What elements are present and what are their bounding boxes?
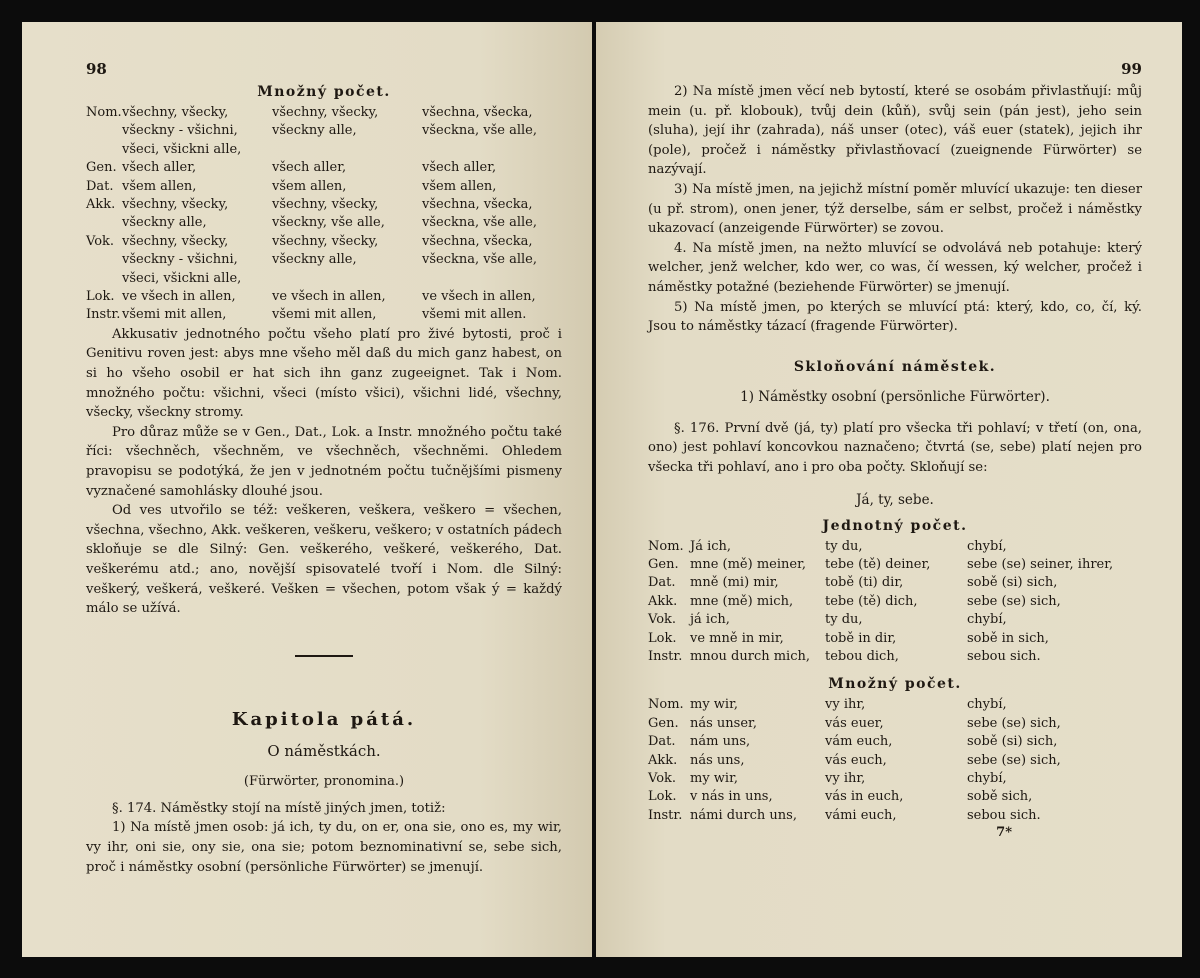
paragraph: §. 174. Náměstky stojí na místě jiných jmen, totiž: (112, 800, 446, 816)
table-row (648, 696, 1142, 714)
chapter-subtitle: O náměstkách. (267, 741, 381, 760)
table-row (86, 306, 562, 324)
left-page (22, 22, 592, 957)
form-cell: všechny, všecky, (272, 105, 379, 120)
case-label: Gen. (648, 715, 679, 731)
form-cell: my wir, (690, 770, 739, 786)
form-cell: všechna, všecka, (422, 197, 533, 213)
case-label (86, 270, 122, 288)
form-cell: všechny, všecky, (122, 197, 229, 213)
table-row (86, 159, 562, 177)
form-cell: sobě (si) sich, (967, 575, 1058, 591)
form-cell: všechna, všecka, (422, 233, 533, 249)
form-cell: všech aller, (122, 160, 197, 176)
form-cell: sebe (se) sich, (967, 593, 1061, 609)
case-label: Nom. (648, 538, 684, 554)
form-cell: všeckny alle, (272, 123, 357, 139)
case-label: Lok. (648, 789, 677, 805)
table-row (648, 593, 1142, 611)
paragraph: 2) Na místě jmen věcí neb bytostí, které se osobám přivlastňují: můj mein (u. př. klobouk), tvůj dein (kůň), svůj sein (pán jest), jeho sein (sluha), její ihr (zahrada), náš unser (otec), váš euer (statek), jejich ihr (pole), pročež i náměstky přivlastňovací (zueignende Fürwörter) se nazývají. (648, 84, 1142, 178)
case-label: Instr. (86, 307, 121, 323)
right-page (596, 22, 1182, 957)
form-cell: sobě sich, (967, 789, 1033, 805)
form-cell: sebe (se) sich, (967, 715, 1061, 731)
form-cell: všechna, všecka, (422, 105, 533, 120)
table-row (86, 178, 562, 196)
case-label: Nom. (648, 697, 684, 713)
form-cell: vás euch, (825, 752, 887, 768)
singular-heading: Jednotný počet. (822, 517, 968, 534)
case-label: Instr. (648, 807, 683, 823)
paragraph: §. 176. První dvě (já, ty) platí pro všecka tři pohlaví; v třetí (on, ona, ono) jest pohlaví koncovkou naznačeno; čtvrtá (se, sebe) platí nejen pro všecka tři pohlaví, ano i pro oba počty. Skloňují se: (648, 420, 1142, 475)
table-row (648, 770, 1142, 788)
form-cell: všemi mit allen, (272, 307, 377, 323)
table-row (86, 251, 562, 269)
table-row (648, 538, 1142, 556)
case-label: Akk. (648, 593, 678, 609)
form-cell: všeckny - všichni, (122, 252, 238, 268)
signature-mark: 7* (996, 825, 1012, 841)
form-cell: všem allen, (122, 178, 197, 194)
table-row (86, 122, 562, 140)
declension-table (86, 104, 562, 325)
page-number: 98 (86, 60, 107, 78)
form-cell (422, 141, 562, 159)
form-cell: chybí, (967, 697, 1007, 713)
form-cell: ve všech in allen, (422, 289, 536, 305)
case-label: Akk. (86, 197, 116, 213)
form-cell: vámi euch, (825, 807, 897, 823)
case-label: Lok. (86, 289, 115, 305)
form-cell: mně (mi) mir, (690, 575, 779, 591)
form-cell: vám euch, (825, 734, 893, 750)
plural-heading: Množný počet. (828, 676, 962, 693)
subsection-heading: 1) Náměstky osobní (persönliche Fürwörter). (740, 388, 1050, 405)
form-cell: my wir, (690, 697, 739, 713)
form-cell: všeckna, vše alle, (422, 215, 537, 231)
table-row (86, 214, 562, 232)
form-cell: sebou sich. (967, 807, 1041, 823)
form-cell: sebe (se) seiner, ihrer, (967, 556, 1114, 572)
form-cell: ve mně in mir, (690, 630, 784, 646)
paragraph: 3) Na místě jmen, na jejichž místní poměr mluvící ukazuje: ten dieser (u př. strom), onen jener, týž derselbe, sám er selbst, pročež i náměstky ukazovací (anzeigende Fürwörter) se zovou. (648, 181, 1142, 237)
section-heading: Skloňování náměstek. (793, 358, 997, 375)
table-row (648, 752, 1142, 770)
table-row (86, 270, 562, 288)
form-cell: všeckny alle, (272, 252, 357, 268)
table-row (648, 556, 1142, 574)
form-cell: ve všech in allen, (122, 289, 236, 305)
form-cell: vás euer, (825, 715, 884, 731)
form-cell (272, 270, 422, 288)
paragraph: 5) Na místě jmen, po kterých se mluvící ptá: který, kdo, co, čí, ký. Jsou to náměstky tázací (fragende Fürwörter). (648, 299, 1142, 335)
form-cell: tebe (tě) deiner, (825, 556, 931, 572)
form-cell: já ich, (690, 612, 730, 628)
form-cell: námi durch uns, (690, 807, 797, 823)
case-label: Dat. (648, 575, 676, 591)
case-label: Dat. (86, 178, 114, 194)
form-cell: všech aller, (272, 160, 347, 176)
form-cell: všechny, všecky, (272, 233, 379, 249)
form-cell: chybí, (967, 770, 1007, 786)
table-row (648, 611, 1142, 629)
table-row (86, 104, 562, 122)
form-cell: všem allen, (272, 178, 347, 194)
form-cell: sebe (se) sich, (967, 752, 1061, 768)
case-label: Gen. (86, 160, 117, 176)
form-cell: sobě (si) sich, (967, 734, 1058, 750)
chapter-title: Kapitola pátá. (231, 708, 417, 730)
case-label (86, 214, 122, 232)
table-row (86, 141, 562, 159)
declension-table (648, 696, 1142, 825)
form-cell: všechny, všecky, (272, 197, 379, 213)
form-cell: sobě in sich, (967, 630, 1049, 646)
case-label: Vok. (648, 612, 677, 628)
page-number: 99 (1121, 60, 1142, 78)
table-row (648, 715, 1142, 733)
case-label: Gen. (648, 556, 679, 572)
declension-table (648, 538, 1142, 667)
form-cell: všeckny, vše alle, (272, 215, 385, 231)
form-cell: všeckny - všichni, (122, 123, 238, 139)
form-cell: tebou dich, (825, 648, 899, 664)
form-cell: všeckny alle, (122, 215, 207, 231)
table-row (648, 788, 1142, 806)
form-cell: všechny, všecky, (122, 105, 229, 120)
plural-heading: Množný počet. (257, 84, 391, 100)
table-row (648, 807, 1142, 825)
case-label (86, 122, 122, 140)
form-cell: vy ihr, (825, 770, 866, 786)
table-row (86, 233, 562, 251)
form-cell: Já ich, (690, 538, 732, 554)
form-cell: všeci, všickni alle, (122, 141, 242, 157)
form-cell (272, 141, 422, 159)
paragraph: 4. Na místě jmen, na nežto mluvící se odvolává neb potahuje: který welcher, jenž welcher, kdo wer, co was, čí wessen, ký welcher, pročež i náměstky potažné (beziehende Fürwörter) se jmenují. (648, 240, 1142, 295)
section-divider (295, 655, 353, 657)
case-label: Dat. (648, 734, 676, 750)
form-cell: všem allen, (422, 178, 497, 194)
form-cell: tobě in dir, (825, 630, 897, 646)
case-label: Vok. (86, 233, 115, 249)
form-cell: všeckna, vše alle, (422, 123, 537, 139)
form-cell: nás unser, (690, 715, 757, 731)
form-cell: sebou sich. (967, 648, 1041, 664)
form-cell: tobě (ti) dir, (825, 575, 904, 591)
paragraph: Od ves utvořilo se též: veškeren, veškera, veškero = všechen, všechna, všechno, Akk. veškeren, veškeru, veškero; v ostatních pádech skloňuje se dle Silný: Gen. veškerého, veškeré, veškerého, Dat. veškerému atd.; ano, novější spisovatelé tvoří i Nom. dle Silný: veškerý, veškerá, veškeré. Veškеn = všechen, potom však ý = každý málo se užívá. (86, 503, 562, 617)
form-cell: v nás in uns, (690, 789, 773, 805)
form-cell: všech aller, (422, 160, 497, 176)
form-cell: ve všech in allen, (272, 289, 386, 305)
table-row (86, 196, 562, 214)
form-cell: všeci, všickni alle, (122, 270, 242, 286)
form-cell: mne (mě) mich, (690, 593, 794, 609)
form-cell: vás in euch, (825, 789, 904, 805)
case-label: Instr. (648, 648, 683, 664)
table-row (648, 630, 1142, 648)
pronoun-heading: Já, ty, sebe. (856, 491, 934, 508)
table-row (86, 288, 562, 306)
chapter-note: (Fürwörter, pronomina.) (243, 773, 405, 789)
form-cell: mnou durch mich, (690, 648, 810, 664)
form-cell: chybí, (967, 538, 1007, 554)
paragraph: Pro důraz může se v Gen., Dat., Lok. a Instr. množného počtu také říci: všechněch, všechněm, ve všechněch, všechněmi. Ohledem pravopisu se podotýká, že jen v jednotném počtu tučnějšími pismeny vyznačené samohlásky dlouhé jsou. (86, 424, 562, 499)
table-row (648, 733, 1142, 751)
form-cell: všemi mit allen, (122, 307, 227, 323)
form-cell: vy ihr, (825, 697, 866, 713)
form-cell: všeckna, vše alle, (422, 252, 537, 268)
table-row (648, 574, 1142, 592)
case-label: Lok. (648, 630, 677, 646)
form-cell: všemi mit allen. (422, 307, 527, 323)
form-cell: ty du, (825, 538, 863, 554)
case-label (86, 251, 122, 269)
case-label (86, 141, 122, 159)
form-cell: mne (mě) meiner, (690, 556, 806, 572)
form-cell: všechny, všecky, (122, 233, 229, 249)
case-label: Vok. (648, 770, 677, 786)
case-label: Akk. (648, 752, 678, 768)
form-cell (422, 270, 562, 288)
paragraph: Akkusativ jednotného počtu všeho platí pro živé bytosti, proč i Genitivu roven jest: abys mne všeho měl daß du mich ganz habest, on si ho všeho osobil er hat sich ihn ganz zugeeignet. Tak i Nom. množného počtu: všichni, všeci (místo všici), všichni lidé, všechny, všecky, všeckny stromy. (86, 326, 562, 421)
form-cell: nám uns, (690, 734, 751, 750)
form-cell: chybí, (967, 612, 1007, 628)
form-cell: nás uns, (690, 752, 745, 768)
form-cell: ty du, (825, 612, 863, 628)
paragraph: 1) Na místě jmen osob: já ich, ty du, on er, ona sie, ono es, my wir, vy ihr, oni sie, ony sie, ona sie; potom beznominativní se, sebe sich, proč i náměstky osobní (persönliche Fürwörter) se jmenují. (86, 820, 562, 875)
case-label: Nom. (86, 105, 122, 120)
form-cell: tebe (tě) dich, (825, 593, 918, 609)
table-row (648, 648, 1142, 666)
